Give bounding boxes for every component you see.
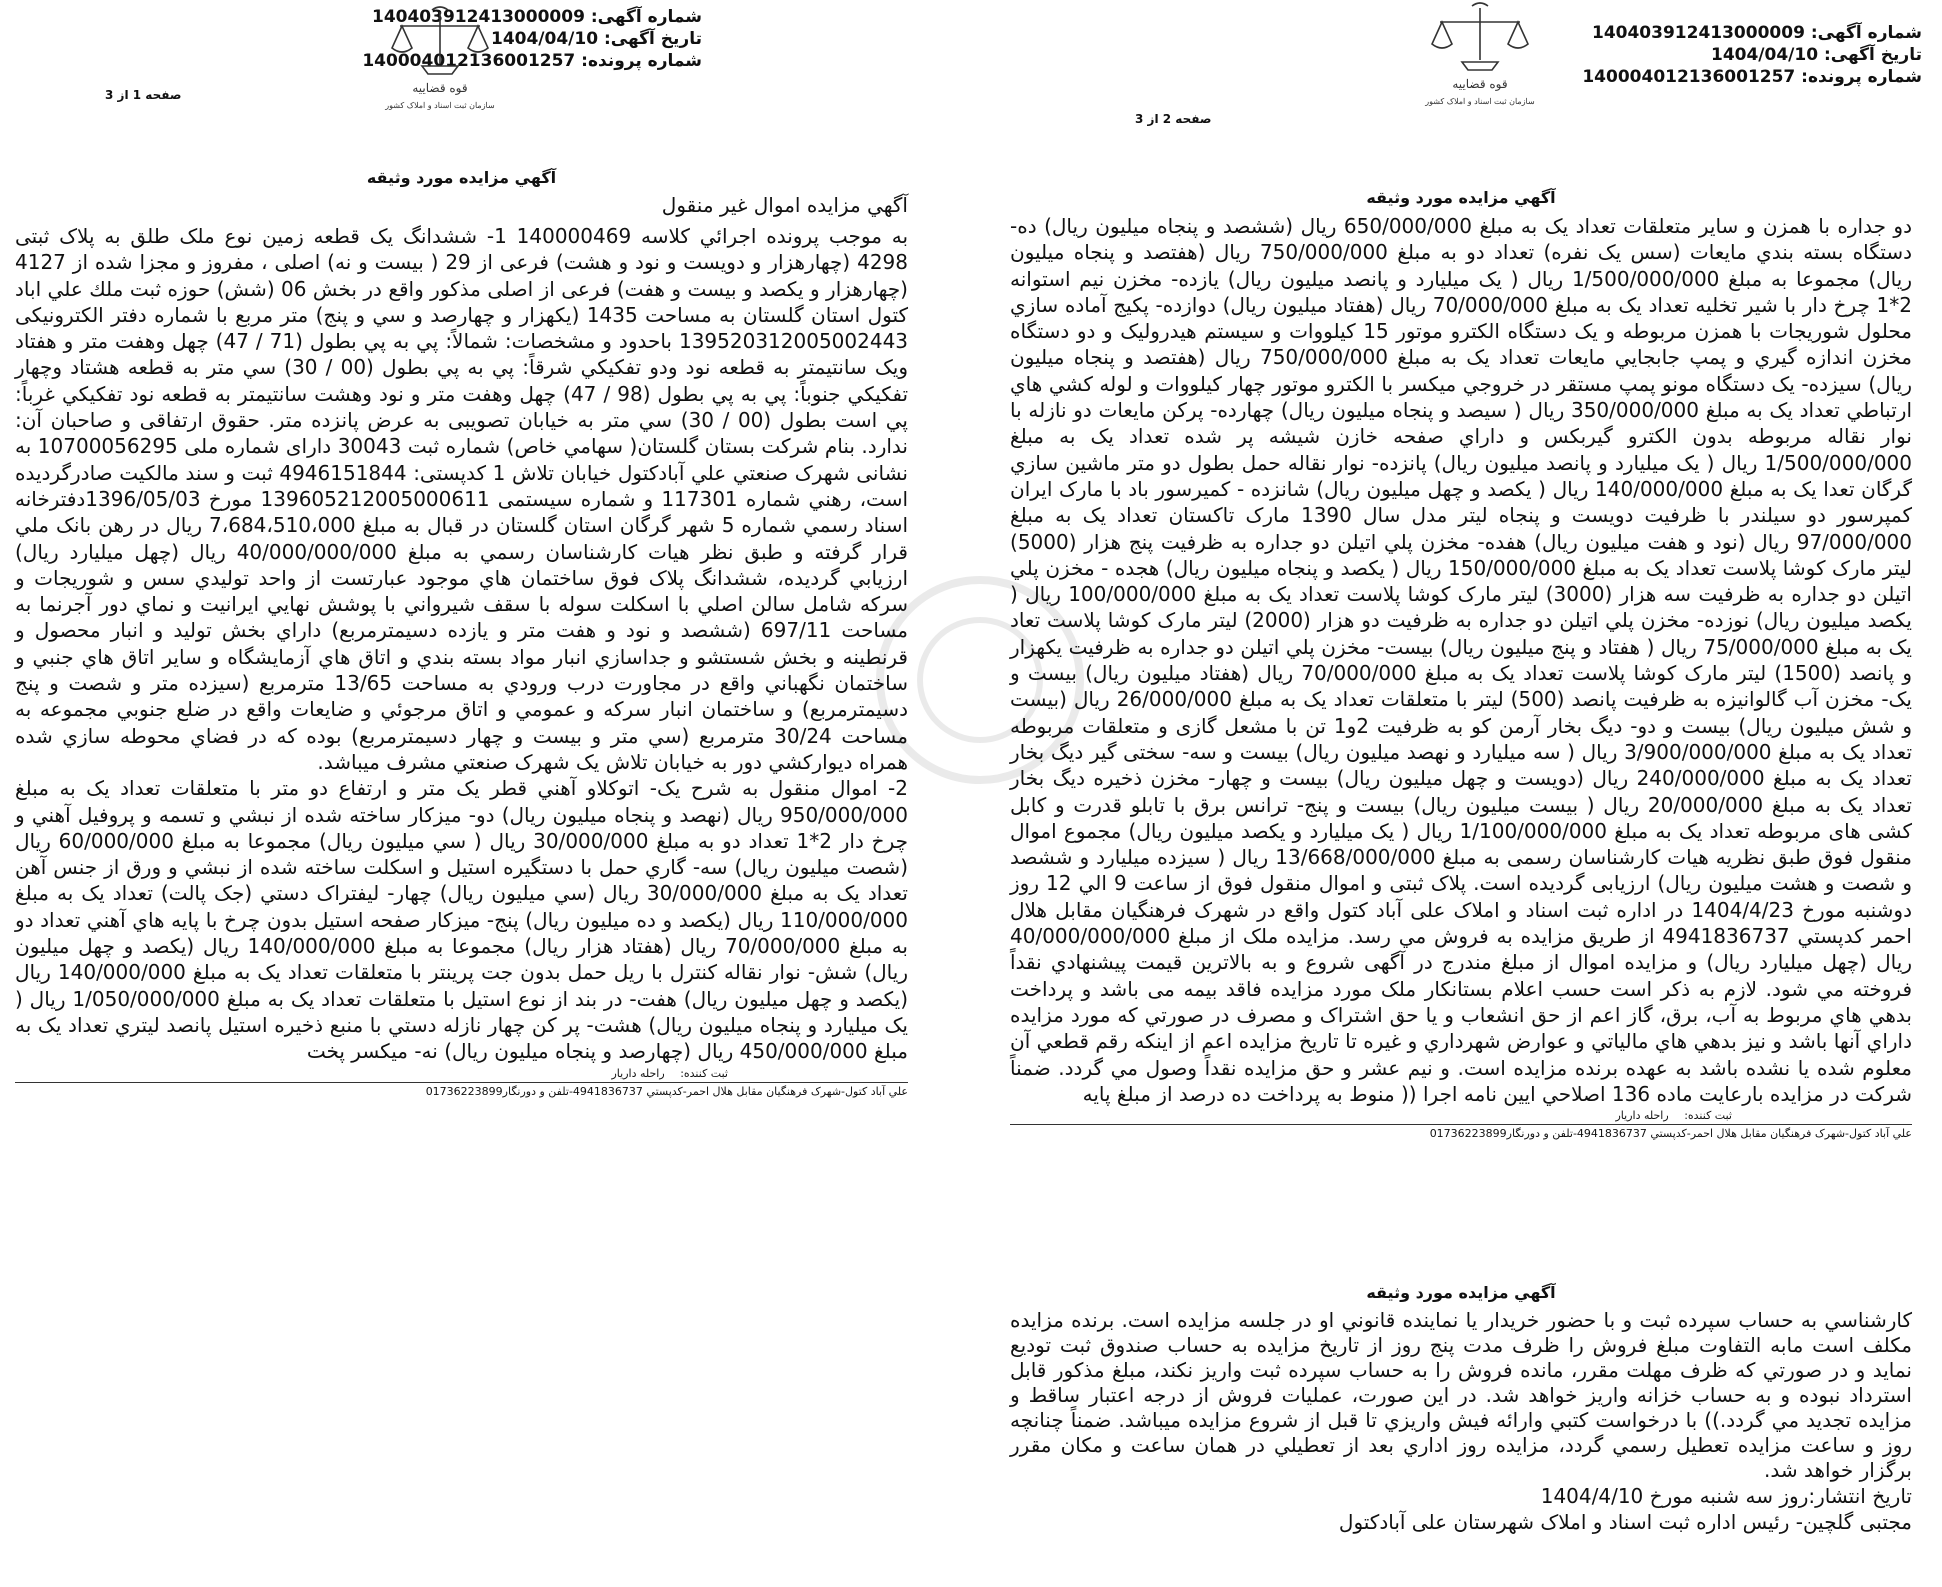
page3-column bbox=[1010, 1283, 1912, 1535]
judiciary-emblem-icon bbox=[380, 4, 500, 114]
registrar bbox=[1010, 1109, 1732, 1123]
ad-date: تاريخ آگهی: 1404/04/10 bbox=[1710, 45, 1922, 65]
page3-body: كارشناسي به حساب سپرده ثبت و با حضور خريدار يا نماينده قانوني او در جلسه مزايده است. برنده مزايده مكلف است مابه التفاوت مبلغ فروش را ظرف مدت پنج روز از تاريخ مزايده به حساب صندوق ثبت توديع نمايد و در صورتي كه ظرف مهلت مقرر، مانده فروش را به حساب سپرده ثبت واريز نكند، مبلغ مذكور قابل استرداد نبوده و به حساب خزانه واريز خواهد شد. در اين صورت، عمليات فروش از درجه اعتبار ساقط و مزايده تجديد مي گردد.)) با درخواست كتبي وارائه فيش واريزي تا قبل از شروع مزايده ميباشد. ضمناً چنانچه روز و ساعت مزايده تعطيل رسمي گردد، مزايده روز اداري بعد از تعطيلي در همان ساعت و مكان مقرر برگزار خواهد شد. bbox=[1010, 1308, 1912, 1482]
emblem-text: قوه قضاییه bbox=[412, 81, 468, 95]
ad-number: شماره آگهی: 140403912413000009 bbox=[371, 7, 702, 27]
emblem-text-2: سازمان ثبت اسناد و املاک کشور bbox=[385, 101, 495, 110]
page2-column bbox=[1010, 188, 1912, 1141]
page1-column bbox=[15, 168, 908, 1099]
ad-number: شماره آگهی: 140403912413000009 bbox=[1591, 23, 1922, 43]
page1-subtitle: آگهي مزايده اموال غير منقول bbox=[661, 193, 908, 217]
judiciary-emblem-icon bbox=[1420, 0, 1540, 110]
page-indicator: صفحه 1 از 3 bbox=[105, 88, 182, 102]
registrar bbox=[15, 1067, 728, 1081]
registrar-label: ثبت كننده: bbox=[1684, 1109, 1732, 1123]
office-address: علي آباد كتول-شهرک فرهنگيان مقابل هلال احمر-كدپستي 4941836737-تلفن و دورنگار01736223899 bbox=[1429, 1127, 1912, 1141]
office-address: علي آباد كتول-شهرک فرهنگيان مقابل هلال احمر-كدپستي 4941836737-تلفن و دورنگار01736223899 bbox=[425, 1084, 908, 1098]
watermark-icon bbox=[830, 560, 1130, 800]
ad-date: تاريخ آگهی: 1404/04/10 bbox=[490, 29, 702, 49]
emblem-text-2: سازمان ثبت اسناد و املاک کشور bbox=[1425, 97, 1535, 106]
divider bbox=[1010, 1124, 1912, 1125]
page2-body: دو جداره با همزن و ساير متعلقات تعداد يک به مبلغ 650/000/000 ريال (ششصد و پنجاه ميليون ريال) ده- دستگاه بسته بندي مايعات (سس يک نفره) تعداد دو به مبلغ 750/000/000 ريال (هفتصد و پنجاه ميليون ريال) مجموعا به مبلغ 1/500/000/000 ريال ( يک ميليارد و پانصد ميليون ريال) يازده- مخزن نيم استوانه 2*1 چرخ دار با شير تخليه تعداد يک به مبلغ 70/000/000 ريال (هفتاد ميليون ريال) دوازده- پكيج آماده سازي محلول شوريجات با همزن مربوطه و يک دستگاه الكترو موتور 15 كيلووات و سيستم هيدروليک و دو دستگاه مخزن اندازه گيري و پمپ جابجايي مايعات تعداد يک به مبلغ 750/000/000 ريال (هفتصد و پنجاه ميليون ريال) سيزده- يک دستگاه مونو پمپ مستقر در خروجي ميكسر با الكترو موتور چهار كيلووات و لوله كشي هاي ارتباطي تعداد يک به مبلغ 350/000/000 ريال ( سيصد و پنجاه ميليون ريال) چهارده- پركن مايعات دو نازله با نوار نقاله مربوطه بدون الكترو گيربكس و داراي صفحه خازن شيشه پر شده تعداد يک به مبلغ 1/500/000/000 ريال ( يک ميليارد و پانصد ميليون ريال) پانزده- نوار نقاله حمل بطول دو متر ماشين سازي گرگان تعدا يک به مبلغ 140/000/000 ريال ( يكصد و چهل ميليون ريال) شانزده - كميرسور باد با مارک ايران كمپرسور دو سيلندر با ظرفيت دويست و پنجاه ليتر مدل سال 1390 مارک تاكستان تعداد يک به مبلغ 97/000/000 ريال (نود و هفت ميليون ريال) هفده- مخزن پلي اتيلن دو جداره به ظرفيت پنج هزار (5000) ليتر مارک كوشا پلاست تعداد يک به مبلغ 150/000/000 ريال ( يكصد و پنجاه ميليون ريال) هجده - مخزن پلي اتيلن دو جداره به ظرفيت سه هزار (3000) ليتر مارک كوشا پلاست تعداد يک به مبلغ 100/000/000 ريال ( يكصد ميليون ريال) نوزده- مخزن پلي اتيلن دو جداره به ظرفيت دو هزار (2000) ليتر مارک كوشا پلاست تعاد يک به مبلغ 75/000/000 ريال ( هفتاد و پنج ميليون ريال) بيست- مخزن پلي اتيلن دو جداره به ظرفيت يكهزار و پانصد (1500) ليتر مارک كوشا پلاست تعداد يک به مبلغ 70/000/000 ريال (هفتاد ميليون ريال) بيست و يک- مخزن آب گالوانيزه به ظرفيت پانصد (500) ليتر با متعلقات تعداد يک به مبلغ 26/000/000 ريال (بيست و شش ميليون ريال) بيست و دو- ديگ بخار آرمن كو به ظرفيت 2و1 تن با مشعل گازی و متعلقات مربوطه تعداد يک به مبلغ 3/900/000/000 ريال ( سه ميليارد و نهصد ميليون ريال) بيست و سه- سختی گير ديگ بخار تعداد يک به مبلغ 240/000/000 ريال (دويست و چهل ميليون ريال) بيست و چهار- مخزن ذخيره ديگ بخار تعداد يک به مبلغ 20/000/000 ريال ( بيست ميليون ريال) بيست و پنج- ترانس برق با تابلو قدرت و كابل كشی های مربوطه تعداد يک به مبلغ 1/100/000/000 ريال ( يک ميليارد و يكصد ميليون ريال) مجموع اموال منقول فوق طبق نظريه هيات كارشناسان رسمی به مبلغ 13/668/000/000 ريال ( سيزده ميليارد و ششصد و شصت و هشت ميليون ريال) ارزيابی گرديده است. پلاک ثبتی و اموال منقول فوق از ساعت 9 الي 12 روز دوشنبه مورخ 1404/4/23 در اداره ثبت اسناد و املاک علی آباد كتول واقع در شهرک فرهنگيان مقابل هلال احمر كدپستي 4941836737 از طريق مزايده به فروش مي رسد. مزايده ملک از مبلغ 40/000/000/000 ريال (چهل ميليارد ريال) و مزايده اموال از مبلغ مندرج در آگهی شروع و به بالاترين قيمت پيشنهادي نقداً فروخته مي شود. لازم به ذكر است حسب اعلام بستانكار ملک مورد مزايده فاقد بيمه می باشد و پرداخت بدهي هاي مربوط به آب، برق، گاز اعم از حق انشعاب و يا حق اشتراک و مصرف در صورتي كه مورد مزايده داراي آنها باشد و نيز بدهي هاي مالياتي و عوارض شهرداري و غيره تا تاريخ مزايده اعم از اينكه رقم قطعي آن معلوم شده يا نشده باشد به عهده برنده مزايده است. و نيم عشر و حق مزايده نقداً وصول مي گردد. ضمناً شركت در مزايده بارعايت ماده 136 اصلاحي ايين نامه اجرا (( منوط به پرداخت ده درصد از مبلغ پايه bbox=[1010, 214, 1913, 1106]
emblem-text: قوه قضاییه bbox=[1452, 77, 1508, 91]
page1-body: به موجب پرونده اجرائي كلاسه 140000469 1- ششدانگ يک قطعه زمين نوع ملک طلق به پلاک ثبتی 4298 (چهارهزار و دويست و نود و هشت) فرعی از 29 ( بيست و نه) اصلی ، مفروز و مجزا شده از 4127 (چهارهزار و يکصد و بيست و هفت) فرعی از اصلی مذکور واقع در بخش 06 (شش) حوزه ثبت ملك علي اباد كتول استان گلستان به مساحت 1435 (يكهزار و چهارصد و سي و پنج) متر مربع با شماره دفتر الكترونيكی 139520312005002443 باحدود و مشخصات: شمالاً: پي به پي بطول (71 / 47) چهل وهفت متر و هفتاد ويک سانتيمتر به قطعه نود ودو تفكيكي شرقاً: پي به پي بطول (00 / 30) سي متر به قطعه هشتاد وچهار تفكيكي جنوباً: پي به پي بطول (98 / 47) چهل وهفت متر و نود وهشت سانتيمتر به قطعه نود تفكيكي غرباً: پي است بطول (00 / 30) سي متر به خيابان تصويبی به عرض پانزده متر. حقوق ارتفاقی و صاحبان آن: ندارد. بنام شركت بستان گلستان( سهامي خاص) شماره ثبت 30043 دارای شماره ملی 10700056295 به نشانی شهرک صنعتي علي آبادكتول خيابان تلاش 1 كدپستی: 4946151844 ثبت و سند مالكيت صادرگرديده است، رهني شماره 117301 و شماره سيستمی 139605212005000611 مورخ 1396/05/03دفترخانه اسناد رسمي شماره 5 شهر گرگان استان گلستان در قبال به مبلغ 7،684،510،000 ريال در رهن بانک ملي قرار گرفته و طبق نظر هيات كارشناسان رسمي به مبلغ 40/000/000/000 ريال (چهل ميليارد ريال) ارزيابي گرديده، ششدانگ پلاک فوق ساختمان هاي موجود عبارتست از واحد توليدي سس و شوريجات و سركه شامل سالن اصلي با اسكلت سوله با سقف شيرواني با پوشش نهايي ايرانيت و نماي دور آجرنما به مساحت 697/11 (ششصد و نود و هفت متر و يازده دسيمترمربع) داراي بخش توليد و انبار محصول و قرنطينه و بخش شستشو و جداسازي انبار مواد بسته بندي و اتاق هاي آزمايشگاه و ساير اتاق هاي جنبي و ساختمان نگهباني واقع در مجاورت درب ورودي به مساحت 13/65 مترمربع (سيزده متر و شصت و پنج دسيمترمربع) و ساختمان انبار سركه و عمومي و اتاق مرجوئي و ضايعات واقع در ضلع جنوبي مجموعه به مساحت 30/24 مترمربع (سي متر و بيست و چهار دسيمترمربع) بوده كه در فضاي محوطه سازي شده همراه ديواركشي دور به خيابان تلاش يک شهرک صنعتي مشرف ميباشد. 2- اموال منقول به شرح يک- اتوكلاو آهني قطر يک متر و ارتفاع دو متر با متعلقات تعداد يک به مبلغ 950/000/000 ريال (نهصد و پنجاه ميليون ريال) دو- ميزكار ساخته شده از نبشي و تسمه و پروفيل آهني و چرخ دار 2*1 تعداد دو به مبلغ 30/000/000 ريال ( سي ميليون ريال) مجموعا به مبلغ 60/000/000 ريال (شصت ميليون ريال) سه- گاري حمل با دستگيره استيل و اسكلت ساخته شده از نبشي و ورق از جنس آهن تعداد يک به مبلغ 30/000/000 ريال (سي ميليون ريال) چهار- ليفتراک دستي (جک پالت) تعداد يک به مبلغ 110/000/000 ريال (يكصد و ده ميليون ريال) پنج- ميزكار صفحه استيل بدون چرخ با پايه هاي آهني تعداد دو به مبلغ 70/000/000 ريال (هفتاد هزار ريال) مجموعا به مبلغ 140/000/000 ريال (يكصد و چهل ميليون ريال) شش- نوار نقاله كنترل با ريل حمل بدون جت پرينتر با متعلقات تعداد يک به مبلغ 140/000/000 ريال (يكصد و چهل ميليون ريال) هفت- در بند از نوع استيل با متعلقات تعداد يک به مبلغ 1/050/000/000 ريال ( يک ميليارد و پنجاه ميليون ريال) هشت- پر كن چهار نازله دستي با منبع ذخيره استيل پانصد ليتري تعداد يک به مبلغ 450/000/000 ريال (چهارصد و پنجاه ميليون ريال) نه- ميكسر پخت bbox=[15, 224, 909, 1064]
publish-date: تاريخ انتشار:روز سه شنبه مورخ 1404/4/10 bbox=[1540, 1484, 1912, 1508]
divider bbox=[15, 1082, 908, 1083]
file-number: شماره پرونده: 140004012136001257 bbox=[1582, 67, 1922, 87]
registrar-label: ثبت كننده: bbox=[680, 1066, 728, 1080]
page2-header bbox=[1582, 22, 1922, 88]
registrar-name: راحله داريار bbox=[611, 1066, 665, 1080]
signature: مجتبی گلچين- رئيس اداره ثبت اسناد و املاک شهرستان علی آبادكتول bbox=[1338, 1510, 1912, 1534]
file-number: شماره پرونده: 140004012136001257 bbox=[362, 51, 702, 71]
page2-title: آگهي مزايده مورد وثيقه bbox=[1366, 188, 1556, 207]
page-indicator: صفحه 2 از 3 bbox=[1135, 112, 1212, 126]
page1-title: آگهي مزايده مورد وثيقه bbox=[366, 168, 557, 187]
page3-title: آگهي مزايده مورد وثيقه bbox=[1366, 1283, 1556, 1302]
registrar-name: راحله داريار bbox=[1615, 1109, 1669, 1123]
